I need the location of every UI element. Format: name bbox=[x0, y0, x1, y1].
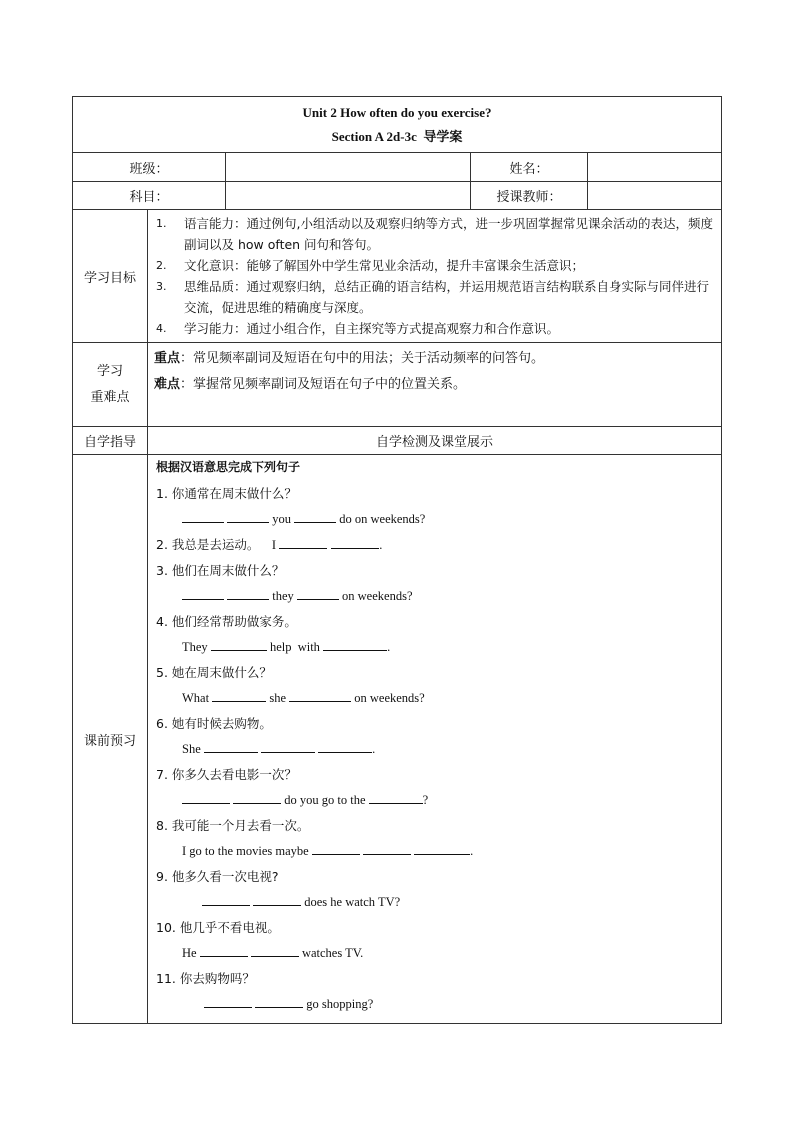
answer-blank[interactable] bbox=[204, 740, 258, 753]
guide-left-header: 自学指导 bbox=[73, 427, 148, 455]
answer-blank[interactable] bbox=[318, 740, 372, 753]
question-10: 10. 他几乎不看电视。 bbox=[156, 920, 280, 935]
answer-blank[interactable] bbox=[414, 842, 470, 855]
answer-blank[interactable] bbox=[227, 587, 269, 600]
difficult-text: ：掌握常见频率副词及短语在句子中的位置关系。 bbox=[180, 377, 467, 392]
title-section: Section A 2d-3c bbox=[331, 129, 417, 144]
answer-blank[interactable] bbox=[294, 510, 336, 523]
answer-blank[interactable] bbox=[369, 791, 423, 804]
goals-label: 学习目标 bbox=[73, 210, 148, 343]
answer-blank[interactable] bbox=[182, 587, 224, 600]
answer-text: He bbox=[182, 946, 200, 960]
answer-text: I go to the movies maybe bbox=[182, 844, 312, 858]
answer-line-5 bbox=[156, 686, 713, 711]
answer-text: She bbox=[182, 742, 204, 756]
answer-line-3 bbox=[156, 584, 713, 609]
preview-label: 课前预习 bbox=[73, 455, 148, 1024]
keypoints-content bbox=[148, 343, 722, 427]
goals-list bbox=[148, 210, 722, 343]
answer-line-10 bbox=[156, 941, 713, 966]
answer-text: . bbox=[387, 640, 391, 654]
question-3: 3. 他们在周末做什么？ bbox=[156, 563, 285, 578]
answer-text: they bbox=[269, 589, 297, 603]
guide-right-header: 自学检测及课堂展示 bbox=[148, 427, 722, 455]
answer-line-1 bbox=[156, 507, 713, 532]
answer-text: on weekends? bbox=[338, 589, 413, 603]
teacher-label: 授课教师： bbox=[471, 182, 588, 210]
preview-heading: 根据汉语意思完成下列句子 bbox=[156, 460, 301, 474]
answer-text: help with bbox=[266, 640, 324, 654]
class-field[interactable] bbox=[226, 153, 471, 182]
answer-blank[interactable] bbox=[331, 536, 379, 549]
answer-blank[interactable] bbox=[204, 995, 252, 1008]
name-field[interactable] bbox=[588, 153, 722, 182]
goal-number: 4. bbox=[156, 322, 167, 335]
worksheet-table bbox=[72, 96, 722, 1024]
answer-line-6 bbox=[156, 737, 713, 762]
answer-line-8 bbox=[156, 839, 713, 864]
difficult-label: 难点 bbox=[154, 377, 181, 392]
answer-blank[interactable] bbox=[200, 944, 248, 957]
key-label: 重点 bbox=[154, 351, 181, 366]
answer-text: . bbox=[470, 844, 474, 858]
goal-text: 学习能力：通过小组合作，自主探究等方式提高观察力和合作意识。 bbox=[184, 321, 560, 336]
goal-text: 思维品质：通过观察归纳，总结正确的语言结构，并运用规范语言结构联系自身实际与同伴进行交流，促进思维的精确度与深度。 bbox=[184, 279, 710, 315]
question-6: 6. 她有时候去购物。 bbox=[156, 716, 272, 731]
goal-number: 3. bbox=[156, 280, 167, 293]
answer-text: go shopping? bbox=[303, 997, 374, 1011]
answer-blank[interactable] bbox=[233, 791, 281, 804]
answer-text: ? bbox=[422, 793, 429, 807]
answer-blank[interactable] bbox=[211, 638, 267, 651]
answer-blank[interactable] bbox=[279, 536, 327, 549]
goal-item bbox=[154, 255, 715, 276]
question-8: 8. 我可能一个月去看一次。 bbox=[156, 818, 310, 833]
answer-blank[interactable] bbox=[323, 638, 387, 651]
key-text: ：常见频率副词及短语在句中的用法；关于活动频率的问答句。 bbox=[180, 351, 545, 366]
answer-text: What bbox=[182, 691, 213, 705]
answer-text: do you go to the bbox=[281, 793, 369, 807]
answer-text: do on weekends? bbox=[336, 512, 426, 526]
answer-text: on weekends? bbox=[351, 691, 425, 705]
worksheet bbox=[72, 96, 721, 1024]
key-point bbox=[154, 346, 715, 372]
keypoints-label-line2: 重难点 bbox=[90, 389, 130, 405]
answer-text: I bbox=[271, 538, 280, 552]
question-11: 11. 你去购物吗？ bbox=[156, 971, 255, 986]
answer-text: . bbox=[379, 538, 383, 552]
answer-text: you bbox=[269, 512, 295, 526]
answer-line-4 bbox=[156, 635, 713, 660]
title-cell bbox=[73, 97, 722, 153]
goal-text: 文化意识：能够了解国外中学生常见业余活动，提升丰富课余生活意识； bbox=[184, 258, 585, 273]
answer-blank[interactable] bbox=[202, 893, 250, 906]
answer-blank[interactable] bbox=[363, 842, 411, 855]
answer-text: she bbox=[266, 691, 290, 705]
goal-number: 1. bbox=[156, 217, 167, 230]
answer-text: . bbox=[372, 742, 376, 756]
answer-line-7 bbox=[156, 788, 713, 813]
answer-text: watches TV. bbox=[298, 946, 364, 960]
answer-blank[interactable] bbox=[227, 510, 269, 523]
answer-line-11 bbox=[156, 992, 713, 1017]
class-label: 班级： bbox=[73, 153, 226, 182]
answer-blank[interactable] bbox=[251, 944, 299, 957]
title-line2 bbox=[73, 125, 721, 150]
answer-blank[interactable] bbox=[255, 995, 303, 1008]
answer-blank[interactable] bbox=[261, 740, 315, 753]
question-7: 7. 你多久去看电影一次？ bbox=[156, 767, 297, 782]
question-1: 1. 你通常在周末做什么？ bbox=[156, 486, 297, 501]
answer-text: They bbox=[182, 640, 211, 654]
answer-blank[interactable] bbox=[212, 689, 266, 702]
question-5: 5. 她在周末做什么？ bbox=[156, 665, 272, 680]
keypoints-label bbox=[73, 343, 148, 427]
answer-blank[interactable] bbox=[289, 689, 351, 702]
title-guide: 导学案 bbox=[423, 130, 463, 145]
name-label: 姓名： bbox=[471, 153, 588, 182]
goal-number: 2. bbox=[156, 259, 167, 272]
goal-text: 语言能力：通过例句,小组活动以及观察归纳等方式，进一步巩固掌握常见课余活动的表达，频度副词以及 how often 问句和答句。 bbox=[184, 216, 713, 252]
answer-blank[interactable] bbox=[253, 893, 301, 906]
question-9: 9. 他多久看一次电视? bbox=[156, 869, 279, 884]
answer-blank[interactable] bbox=[297, 587, 339, 600]
goal-item bbox=[154, 276, 715, 318]
question-4: 4. 他们经常帮助做家务。 bbox=[156, 614, 297, 629]
question-2 bbox=[156, 532, 713, 558]
answer-text: does he watch TV? bbox=[301, 895, 401, 909]
answer-blank[interactable] bbox=[182, 791, 230, 804]
question-text: 2. 我总是去运动。 bbox=[156, 537, 260, 552]
goal-item bbox=[154, 213, 715, 255]
answer-blank[interactable] bbox=[312, 842, 360, 855]
goal-item bbox=[154, 318, 715, 339]
subject-field[interactable] bbox=[226, 182, 471, 210]
preview-content bbox=[148, 455, 722, 1024]
answer-blank[interactable] bbox=[182, 510, 224, 523]
difficult-point bbox=[154, 372, 715, 398]
subject-label: 科目： bbox=[73, 182, 226, 210]
teacher-field[interactable] bbox=[588, 182, 722, 210]
keypoints-label-line1: 学习 bbox=[96, 363, 123, 379]
answer-line-9 bbox=[156, 890, 713, 915]
title-line1: Unit 2 How often do you exercise? bbox=[302, 105, 492, 120]
